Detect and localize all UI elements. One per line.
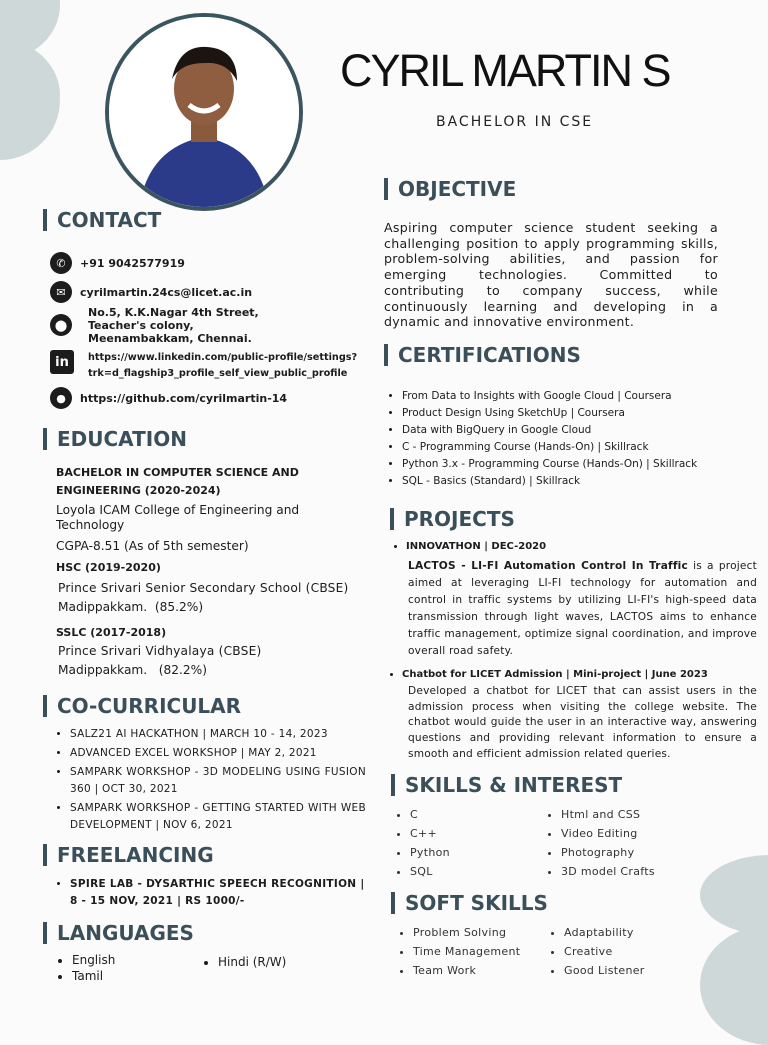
linkedin-url-line: https://www.linkedin.com/public-profile/settings? [88, 352, 358, 363]
phone-icon: ✆ [50, 252, 72, 274]
linkedin-icon: in [50, 350, 74, 374]
list-item: • Tamil [72, 968, 115, 984]
list-item: • Html and CSS [561, 805, 655, 824]
list-item: • Product Design Using SketchUp | Coursera [402, 405, 762, 422]
skills-list-1 [396, 805, 450, 881]
decorative-arc-bottom-1 [700, 855, 768, 935]
heading-bar [391, 774, 395, 796]
list-item: • SPIRE LAB - DYSARTHIC SPEECH RECOGNITION | 8 - 15 NOV, 2021 | RS 1000/- [70, 876, 374, 910]
soft-skills-heading: SOFT SKILLS [391, 891, 548, 915]
contact-heading: CONTACT [43, 208, 161, 232]
list-item: • C++ [410, 824, 450, 843]
list-item: • Adaptability [564, 923, 645, 942]
languages-list-1 [58, 952, 115, 984]
address-line: No.5, K.K.Nagar 4th Street, [88, 306, 259, 319]
list-item: • Problem Solving [413, 923, 520, 942]
education-sslc-place: Madippakkam. (82.2%) [58, 663, 208, 677]
freelancing-list [56, 876, 374, 910]
education-sslc-school: Prince Srivari Vidhyalaya (CBSE) [58, 644, 262, 658]
degree-subtitle: BACHELOR IN CSE [436, 114, 594, 130]
decorative-arc-top-3 [0, 100, 60, 160]
list-item: • Good Listener [564, 961, 645, 980]
project-1-text: is a project aimed at leveraging LI-FI technology for automation and control in traffic systems by utilizing LI-FI's high-speed data transmission through light waves, LACTOS aims to enhance traffic management, optimize signal coordination, and improve overall road safety. [408, 560, 757, 657]
list-item: • C - Programming Course (Hands-On) | Skillrack [402, 439, 762, 456]
education-hsc-school: Prince Srivari Senior Secondary School (CBSE) [58, 581, 349, 595]
heading-bar [384, 178, 388, 200]
contact-linkedin[interactable] [50, 350, 357, 382]
list-item: • Python [410, 843, 450, 862]
heading-bar [391, 892, 395, 914]
list-item: • INNOVATHON | DEC-2020 [406, 538, 546, 555]
list-item: • Video Editing [561, 824, 655, 843]
list-item: • SQL [410, 862, 450, 881]
list-item: • 3D model Crafts [561, 862, 655, 881]
project-1-title [392, 538, 546, 555]
education-cgpa: CGPA-8.51 (As of 5th semester) [56, 539, 249, 553]
contact-github[interactable]: ● https://github.com/cyrilmartin-14 [50, 387, 287, 409]
projects-heading: PROJECTS [390, 507, 515, 531]
languages-list-2 [204, 954, 286, 970]
list-item: • Time Management [413, 942, 520, 961]
list-item: • Data with BigQuery in Google Cloud [402, 422, 762, 439]
skills-list-2 [547, 805, 655, 881]
cocurricular-heading: CO-CURRICULAR [43, 694, 241, 718]
soft-skills-list-1 [399, 923, 520, 980]
location-pin-icon: ⬤ [50, 314, 72, 336]
skills-heading: SKILLS & INTEREST [391, 773, 622, 797]
education-hsc-place: Madippakkam. (85.2%) [58, 600, 204, 614]
email-icon: ✉ [50, 281, 72, 303]
list-item: • English [72, 952, 115, 968]
heading-bar [43, 844, 47, 866]
education-hsc-title: HSC (2019-2020) [56, 561, 161, 574]
list-item: • SAMPARK WORKSHOP - 3D MODELING USING FUSION 360 | OCT 30, 2021 [70, 764, 366, 798]
contact-phone: ✆ +91 9042577919 [50, 252, 185, 274]
certifications-heading: CERTIFICATIONS [384, 343, 581, 367]
list-item: • C [410, 805, 450, 824]
list-item: • From Data to Insights with Google Cloud | Coursera [402, 388, 762, 405]
heading-bar [43, 695, 47, 717]
heading-bar [384, 344, 388, 366]
objective-heading: OBJECTIVE [384, 177, 516, 201]
list-item: • Creative [564, 942, 645, 961]
education-heading: EDUCATION [43, 427, 187, 451]
list-item: • Python 3.x - Programming Course (Hands-On) | Skillrack [402, 456, 762, 473]
freelancing-heading: FREELANCING [43, 843, 214, 867]
github-icon: ● [50, 387, 72, 409]
heading-bar [43, 428, 47, 450]
list-item: • Chatbot for LICET Admission | Mini-project | June 2023 [402, 666, 708, 683]
list-item: • Photography [561, 843, 655, 862]
address-line: Meenambakkam, Chennai. [88, 332, 252, 345]
project-2-title [388, 666, 708, 683]
candidate-name: CYRIL MARTIN S [340, 45, 670, 96]
education-sslc-title: SSLC (2017-2018) [56, 626, 167, 639]
languages-heading: LANGUAGES [43, 921, 194, 945]
heading-bar [390, 508, 394, 530]
certifications-list [388, 388, 762, 490]
project-1-description [408, 558, 757, 660]
soft-skills-list-2 [550, 923, 645, 980]
contact-email[interactable]: ✉ cyrilmartin.24cs@licet.ac.in [50, 281, 252, 303]
linkedin-url-line: trk=d_flagship3_profile_self_view_public_profile [88, 368, 348, 379]
profile-photo [105, 13, 303, 211]
list-item: • SALZ21 AI HACKATHON | MARCH 10 - 14, 2023 [70, 726, 366, 743]
list-item: • SQL - Basics (Standard) | Skillrack [402, 473, 762, 490]
cocurricular-list [56, 726, 366, 834]
list-item: • SAMPARK WORKSHOP - GETTING STARTED WITH WEB DEVELOPMENT | NOV 6, 2021 [70, 800, 366, 834]
avatar-icon [109, 17, 299, 207]
education-degree: BACHELOR IN COMPUTER SCIENCE AND ENGINEERING (2020-2024) [56, 466, 299, 497]
heading-bar [43, 922, 47, 944]
education-college: Loyola ICAM College of Engineering and Technology [56, 503, 300, 532]
list-item: • ADVANCED EXCEL WORKSHOP | MAY 2, 2021 [70, 745, 366, 762]
address-line: Teacher's colony, [88, 319, 194, 332]
list-item: • Hindi (R/W) [218, 954, 286, 970]
project-1-name: LACTOS - LI-FI Automation Control In Traffic [408, 560, 688, 572]
list-item: • Team Work [413, 961, 520, 980]
decorative-arc-bottom-2 [700, 925, 768, 1045]
contact-address [50, 306, 259, 345]
project-2-description: Developed a chatbot for LICET that can assist users in the admission process when visiting the college website. The chatbot would guide the user in an interactive way, answering questions and providing relevant information to ensure a smooth and efficient admission related queries. [408, 685, 757, 760]
heading-bar [43, 209, 47, 231]
objective-text: Aspiring computer science student seeking a challenging position to apply programming skills, problem-solving abilities, and passion for emerging technologies. Committed to contributing to company success, while continuously learning and developing in a dynamic and innovative environment. [384, 220, 718, 330]
